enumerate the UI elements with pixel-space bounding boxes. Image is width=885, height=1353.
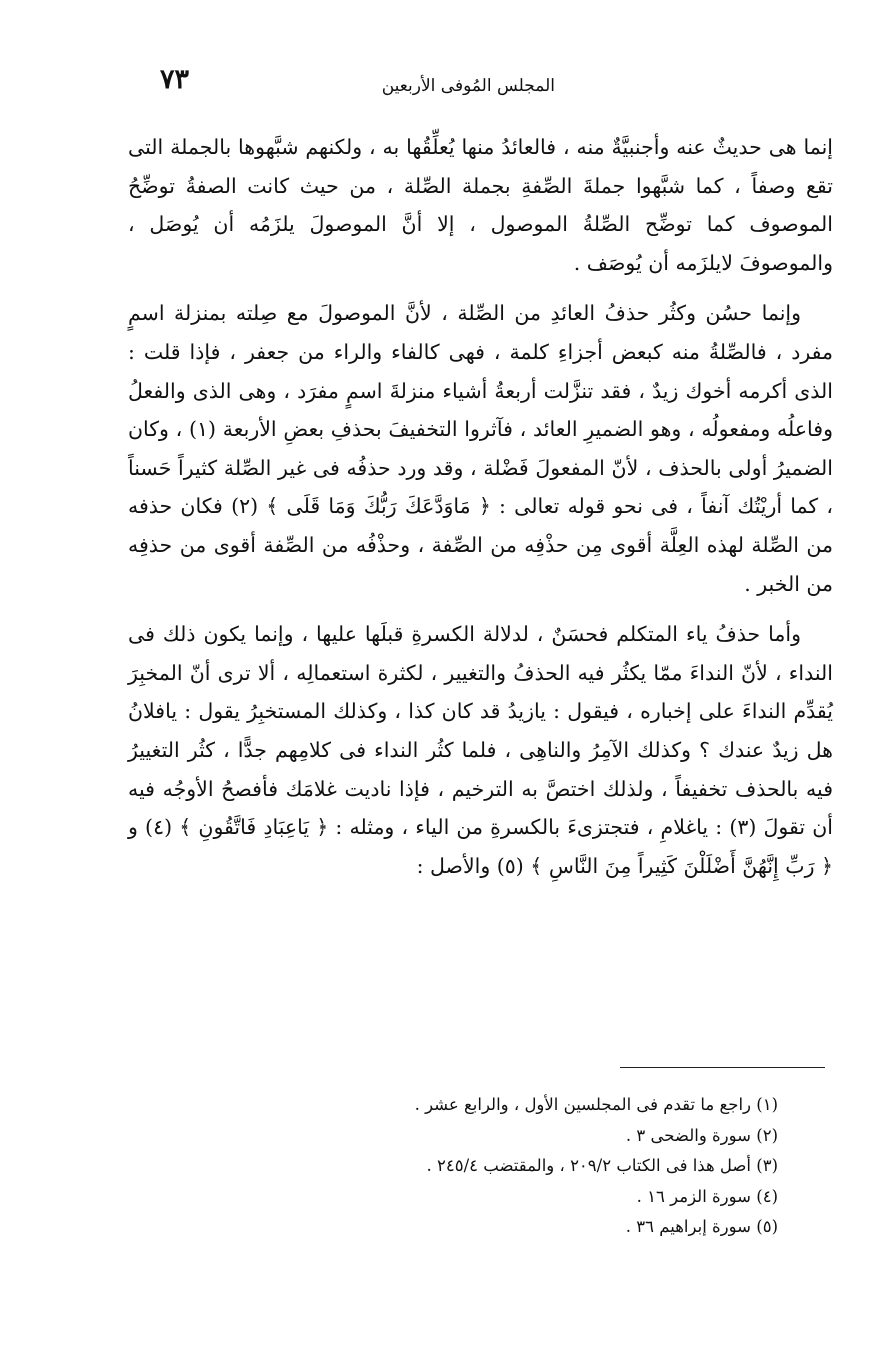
running-head [130,64,830,104]
footnotes [300,1090,778,1243]
page-number: ٧٣ [160,64,190,95]
footnote-4: (٤) سورة الزمر ١٦ . [636,1186,778,1206]
main-text [128,128,833,897]
paragraph-1: إنما هى حديثٌ عنه وأجنبيَّةٌ منه ، فالعائدُ منها يُعلِّقُها به ، ولكنهم شبَّهوها بالجملة التى تقع وصفاً ، كما شبَّهوا جملةَ الصِّفةِ بجملة الصِّلة ، من حيث كانت الصفةُ توضِّحُ الموصوف كما توضِّح الصِّلةُ الموصول ، إلا أنَّ الموصولَ يلزَمُه أن يُوصَل ، والموصوفَ لايلزَمه أن يُوصَف . [128,135,833,275]
paragraph-2: وإنما حسُن وكثُر حذفُ العائدِ من الصِّلة ، لأنَّ الموصولَ مع صِلته بمنزلة اسمٍ مفرد ، فالصِّلةُ منه كبعض أجزاءِ كلمة ، فهى كالفاء والراء من جعفر ، فإذا قلت : الذى أكرمه أخوك زيدٌ ، فقد تنزَّلت أربعةُ أشياء منزلةَ اسمٍ مفرَد ، وهى الذى والفعلُ وفاعلُه ومفعولُه ، وهو الضميرِ العائد ، فآثروا التخفيفَ بحذفِ بعضِ الأربعة (١) ، وكان الضميرُ أولى بالحذف ، لأنّ المفعولَ فَضْلة ، وقد ورد حذفُه فى غير الصِّلة كثيراً حَسناً ، كما أريْتُك آنفاً ، فى نحو قوله تعالى : ﴿ مَاوَدَّعَكَ رَبُّكَ وَمَا قَلَى ﴾ (٢) فكان حذفه من الصِّلة لهذه العِلَّة أقوى مِن حذْفِه من الصِّفة ، وحذْفُه من الصِّفة أقوى من حذفِه من الخبر . [128,301,834,596]
footnote-divider [620,1067,825,1068]
footnote-3: (٣) أصل هذا فى الكتاب ٢٠٩/٢ ، والمقتضب ٢٤٥/٤ . [426,1156,778,1175]
footnote-1: (١) راجع ما تقدم فى المجلسين الأول ، والرابع عشر . [414,1095,778,1114]
footnote-5: (٥) سورة إبراهيم ٣٦ . [625,1217,778,1236]
running-title: المجلس المُوفى الأربعين [381,76,555,96]
paragraph-3: وأما حذفُ ياء المتكلم فحسَنٌ ، لدلالة الكسرةِ قبلَها عليها ، وإنما يكون ذلك فى النداء ، لأنّ النداءَ ممّا يكثُر فيه الحذفُ والتغيير ، لكثرة استعمالِه ، ألا ترى أنّ المخبِرَ يُقدِّم النداءَ على إخباره ، فيقول : يازيدُ قد كان كذا ، وكذلك المستخبِرُ يقول : يافلانُ هل زيدٌ عندك ؟ وكذلك الآمِرُ والناهِى ، فلما كثُر النداء فى كلامِهم جدًّا ، كثُر التغييرُ فيه بالحذف تخفيفاً ، ولذلك اختصَّ به الترخيم ، فإذا ناديت غلامَك فأفصحُ الأوجُه فيه أن تقولَ (٣) : ياغلامِ ، فتجتزىءَ بالكسرةِ من الياء ، ومثله : ﴿ يَاعِبَادِ فَاتَّقُونِ ﴾ (٤) و ﴿ رَبِّ إِنَّهُنَّ أَضْلَلْنَ كَثِيراً مِنَ النَّاسِ ﴾ (٥) والأصل : [128,622,834,878]
footnote-2: (٢) سورة والضحى ٣ . [625,1125,778,1145]
